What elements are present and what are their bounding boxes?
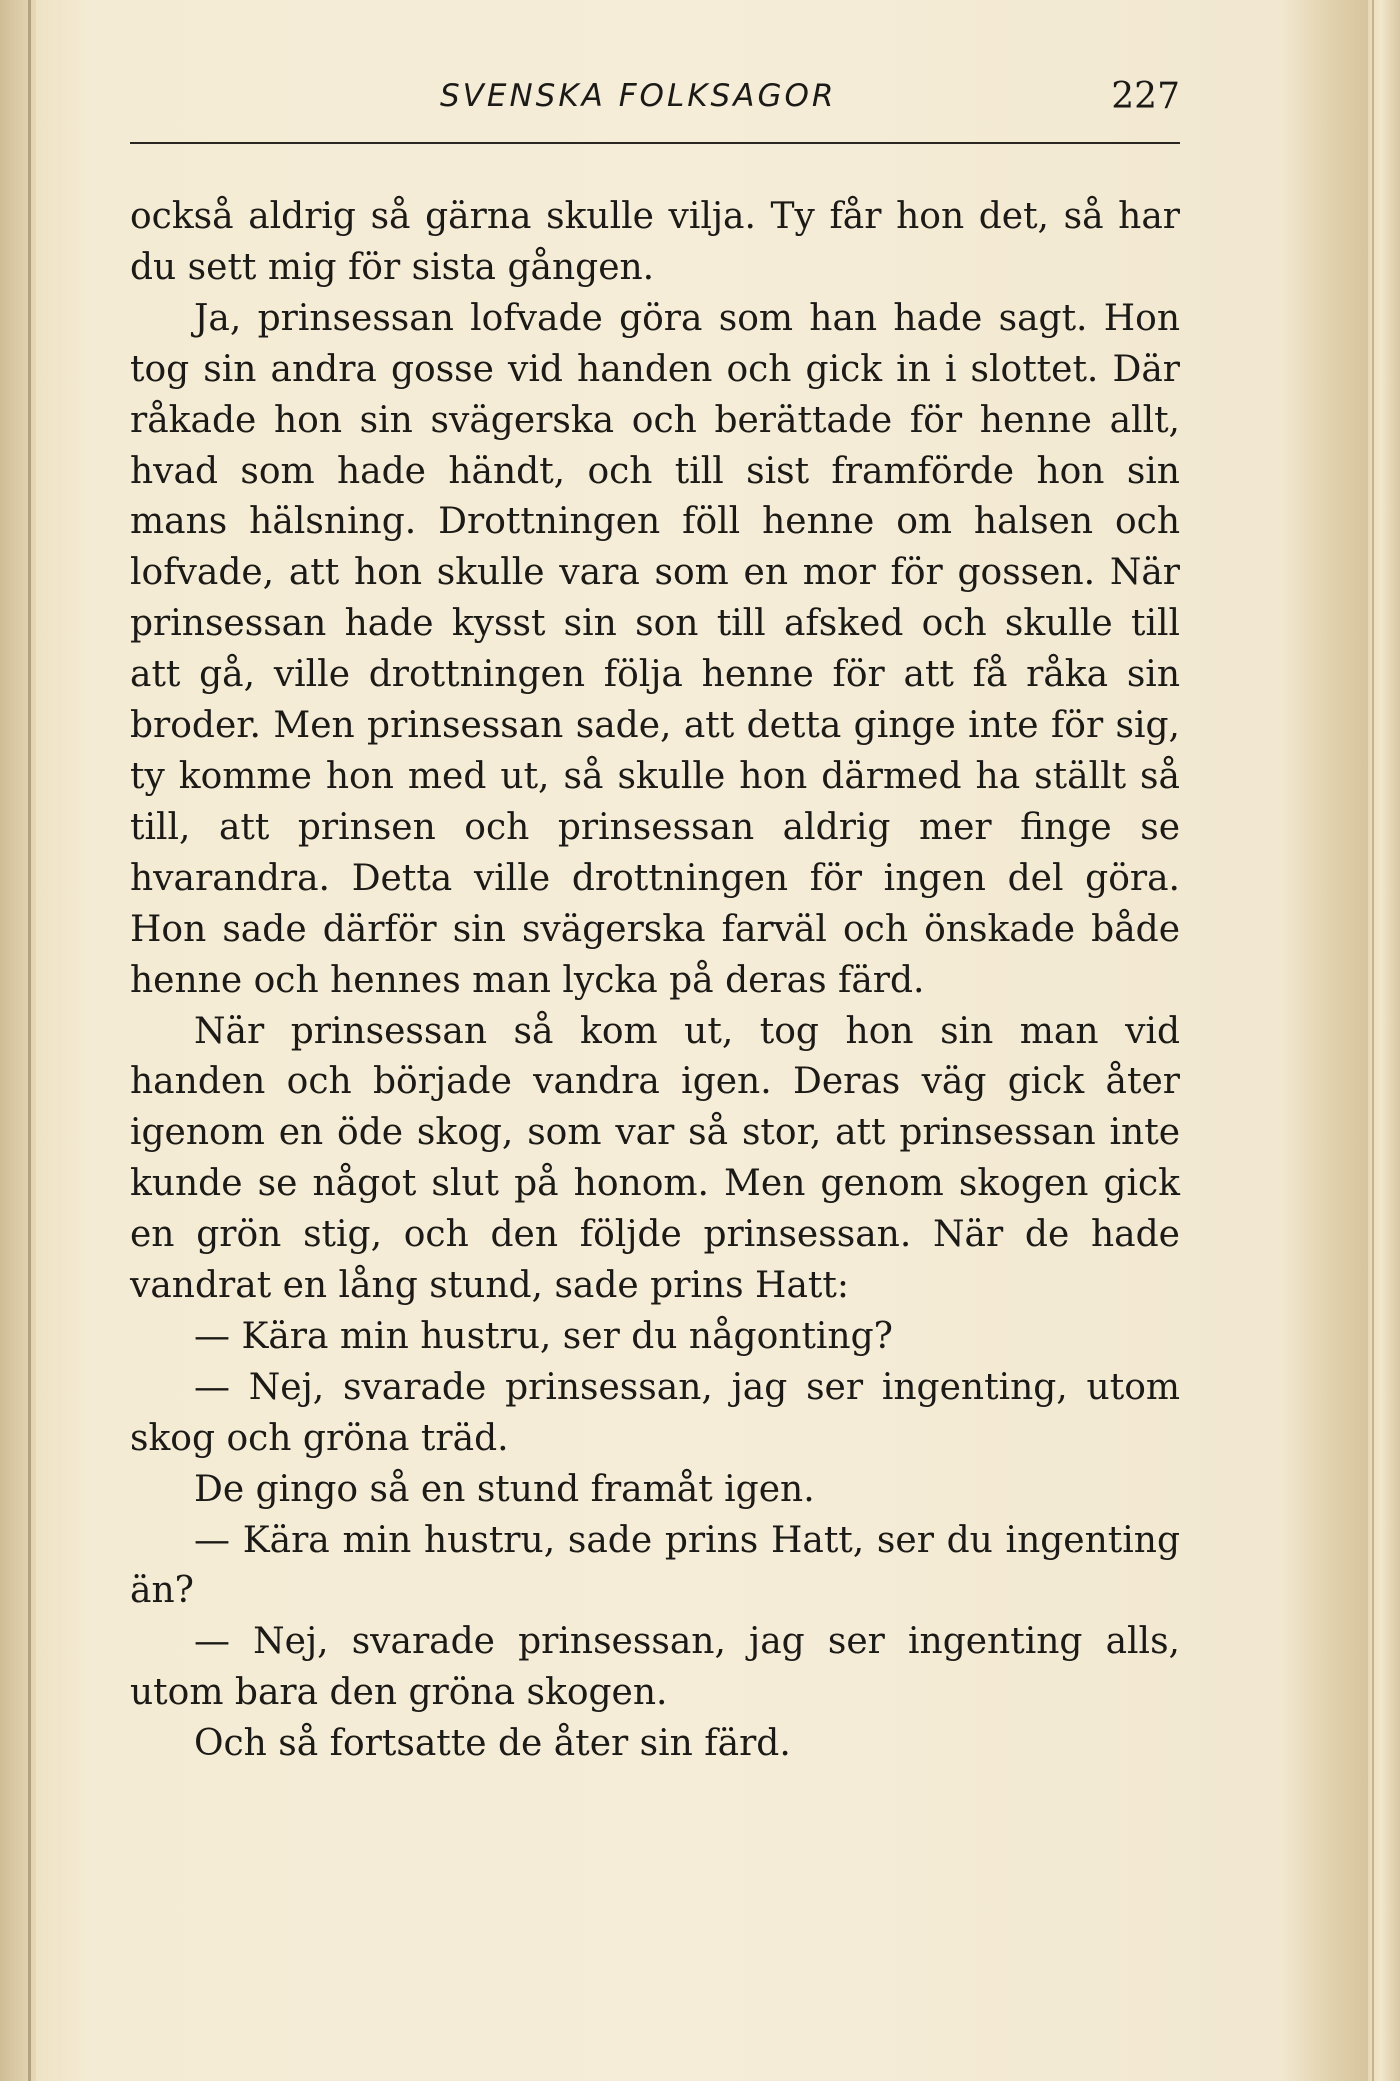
paragraph: Och så fortsatte de åter sin färd. [194,1723,791,1765]
paragraph: När prinsessan så kom ut, tog hon sin man vid handen och började vandra igen. Deras väg gick åter igenom en öde skog, som var så stor, att prinsessan inte kunde se något slut på honom. Men genom skogen gick en grön stig, och den följde prinsessan. När de hade vandrat en lång stund, sade prins Hatt: [130,1010,1180,1307]
body-text [130,192,1180,1770]
paragraph: Ja, prinsessan lofvade göra som han hade sagt. Hon tog sin andra gosse vid handen och gick in i slottet. Där råkade hon sin svägerska och berättade för henne allt, hvad som hade händt, och till sist framförde hon sin mans hälsning. Drottningen föll henne om halsen och lofvade, att hon skulle vara som en mor för gossen. När prinsessan hade kysst sin son till afsked och skulle till att gå, ville drottningen följa henne för att få råka sin broder. Men prinsessan sade, att detta ginge inte för sig, ty komme hon med ut, så skulle hon därmed ha ställt så till, att prinsen och prinsessan aldrig mer finge se hvarandra. Detta ville drottningen för ingen del göra. Hon sade därför sin svägerska farväl och önskade både henne och hennes man lycka på deras färd. [130,297,1180,1001]
running-title: SVENSKA FOLKSAGOR [440,78,837,114]
page-edge-line [1372,0,1374,2081]
gutter-edge-line [28,0,31,2081]
dialogue-line: — Nej, svarade prinsessan, jag ser ingenting alls, utom bara den gröna skogen. [130,1621,1180,1714]
dialogue-line: — Nej, svarade prinsessan, jag ser ingenting, utom skog och gröna träd. [130,1366,1180,1459]
page-number: 227 [1111,76,1180,117]
dialogue-line: — Kära min hustru, ser du någonting? [194,1315,893,1357]
page-header [130,78,1180,128]
paragraph: De gingo så en stund framåt igen. [194,1468,815,1510]
paragraph: också aldrig så gärna skulle vilja. Ty får hon det, så har du sett mig för sista gången. [130,196,1180,288]
dialogue-line: — Kära min hustru, sade prins Hatt, ser du ingenting än? [130,1519,1180,1612]
header-rule [130,142,1180,144]
